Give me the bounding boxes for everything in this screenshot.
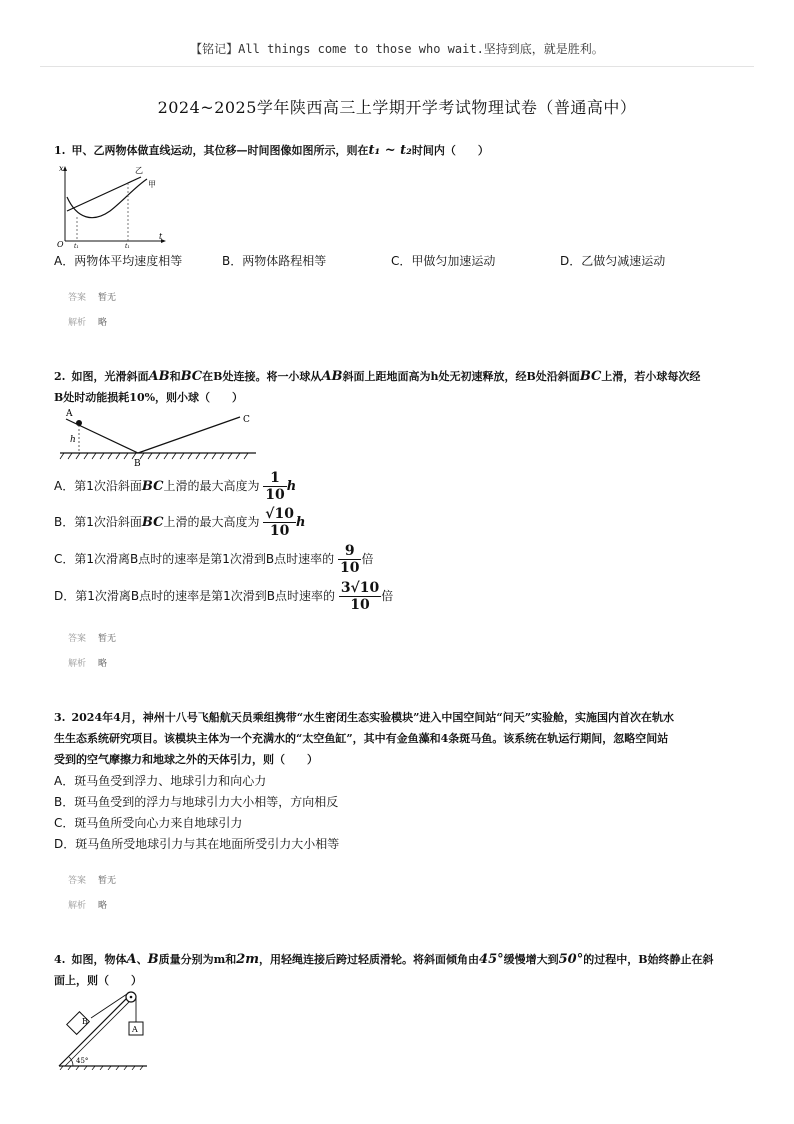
answer-value: 暂无 [98, 293, 117, 303]
question-text: 质量分别为m和 [158, 953, 237, 966]
numerator: 3√10 [340, 580, 380, 596]
tick-label-t1: t₁ [74, 243, 79, 248]
question-text: B处时动能损耗10%，则小球（ ） [54, 391, 244, 404]
math-inline: BC [141, 479, 164, 494]
question-4-figure [55, 988, 155, 1070]
question-text: 的过程中，B始终静止在斜 [583, 953, 714, 966]
analysis-value: 略 [98, 318, 108, 328]
question-text: ，用轻绳连接后跨过轻质滑轮。将斜面倾角由 [259, 953, 480, 966]
question-number: 4. [54, 953, 66, 966]
option-text: 上滑的最大高度为 [163, 479, 260, 493]
denominator: 10 [269, 523, 290, 539]
question-number: 1. [54, 144, 66, 157]
math-inline: A [126, 952, 137, 967]
answer-label: 答案 [68, 634, 87, 644]
math-inline: AB [321, 369, 343, 384]
question-2-figure [58, 407, 258, 469]
analysis-label: 解析 [68, 901, 87, 911]
question-text: 甲、乙两物体做直线运动，其位移—时间图像如图所示，则在 [71, 144, 369, 157]
question-3-option-b[interactable]: B．斑马鱼受到的浮力与地球引力大小相等，方向相反 [54, 795, 339, 809]
numerator: 9 [338, 543, 361, 560]
question-number: 3. [54, 711, 66, 724]
origin-label: O [57, 240, 64, 248]
curve-label-jia: 甲 [148, 180, 156, 189]
axis-label-t: t [159, 232, 163, 241]
question-text: 在B处连接。将一小球从 [202, 370, 322, 383]
angle-label: 45° [76, 1057, 89, 1065]
answer-row [68, 631, 116, 644]
question-number: 2. [54, 370, 66, 383]
analysis-row [68, 656, 107, 669]
question-2-option-b[interactable] [54, 506, 305, 539]
analysis-row [68, 898, 107, 911]
math-inline: h [295, 515, 306, 530]
denominator: 10 [265, 487, 285, 503]
answer-value: 暂无 [98, 876, 117, 886]
point-label-b: B [134, 459, 141, 469]
question-3-option-d[interactable]: D．斑马鱼所受地球引力与其在地面所受引力大小相等 [54, 837, 340, 851]
answer-row [68, 873, 116, 886]
fraction [338, 543, 361, 576]
question-1-stem [54, 140, 744, 161]
question-text: 如图，物体 [71, 953, 127, 966]
option-d[interactable]: D．乙做匀减速运动 [560, 254, 666, 268]
option-text: B．第1次沿斜面 [54, 515, 142, 529]
answer-row [68, 290, 116, 303]
question-1-figure [55, 163, 170, 248]
block-label-b: B [82, 1017, 88, 1026]
option-text: C．第1次滑离B点时的速率是第1次滑到B点时速率的 [54, 552, 335, 566]
math-inline: AB [148, 369, 170, 384]
question-text: 受到的空气摩擦力和地球之外的天体引力，则（ ） [54, 753, 318, 766]
question-2-option-c[interactable] [54, 543, 373, 576]
option-text: 倍 [381, 589, 394, 603]
header-divider [40, 66, 754, 67]
analysis-row [68, 315, 107, 328]
question-3-stem [54, 707, 744, 770]
analysis-label: 解析 [68, 659, 87, 669]
option-text: 上滑的最大高度为 [163, 515, 260, 529]
math-inline: BC [141, 515, 164, 530]
question-2-option-d[interactable] [54, 580, 393, 613]
answer-label: 答案 [68, 293, 87, 303]
question-text: 缓慢增大到 [503, 953, 559, 966]
option-c[interactable]: C．甲做匀加速运动 [391, 254, 496, 268]
math-inline: 50° [558, 952, 584, 967]
question-text: 2024年4月，神州十八号飞船航天员乘组携带“水生密闭生态实验模块”进入中国空间站“问天”实验舱，实施国内首次在轨水 [71, 711, 675, 724]
analysis-label: 解析 [68, 318, 87, 328]
math-inline: B [147, 952, 159, 967]
point-label-a: A [66, 409, 73, 419]
question-text: 时间内（ ） [411, 144, 489, 157]
question-text: 如图，光滑斜面 [71, 370, 149, 383]
numerator: √10 [265, 506, 294, 522]
point-label-c: C [243, 415, 250, 425]
denominator: 10 [339, 560, 360, 576]
header-motto: 【铭记】All things come to those who wait.坚持到底，就是胜利。 [190, 42, 604, 56]
option-a[interactable]: A．两物体平均速度相等 [54, 254, 183, 268]
question-text: 面上，则（ ） [54, 974, 142, 987]
math-inline: BC [180, 369, 203, 384]
answer-label: 答案 [68, 876, 87, 886]
numerator: 1 [263, 470, 286, 487]
question-text: 、 [136, 953, 148, 966]
option-text: A．第1次沿斜面 [54, 479, 142, 493]
block-label-a: A [132, 1025, 138, 1034]
math-inline: 45° [479, 952, 504, 967]
fraction [339, 580, 381, 613]
tick-label-t2: t₁ [125, 243, 130, 248]
line-label-yi: 乙 [135, 166, 143, 175]
question-4-stem [54, 949, 744, 991]
option-text: D．第1次滑离B点时的速率是第1次滑到B点时速率的 [54, 589, 335, 603]
height-label-h: h [70, 435, 76, 445]
question-3-option-a[interactable]: A．斑马鱼受到浮力、地球引力和向心力 [54, 774, 267, 788]
question-text: 斜面上距地面高为h处无初速释放，经B处沿斜面 [342, 370, 580, 383]
question-text: 上滑，若小球每次经 [601, 370, 701, 383]
question-text: 和 [169, 370, 181, 383]
fraction [263, 506, 296, 539]
math-inline: BC [579, 369, 602, 384]
question-2-stem [54, 366, 744, 408]
analysis-value: 略 [98, 901, 108, 911]
math-inline: h [286, 479, 297, 494]
denominator: 10 [350, 597, 370, 613]
math-inline: t₁ ~ t₂ [368, 143, 412, 158]
question-2-option-a[interactable] [54, 470, 296, 503]
option-b[interactable]: B．两物体路程相等 [222, 254, 327, 268]
question-3-option-c[interactable]: C．斑马鱼所受向心力来自地球引力 [54, 816, 243, 830]
fraction [263, 470, 286, 503]
math-inline: 2m [236, 952, 260, 967]
analysis-value: 略 [98, 659, 108, 669]
document-title: 2024~2025学年陕西高三上学期开学考试物理试卷（普通高中） [157, 98, 637, 117]
question-text: 生生态系统研究项目。该模块主体为一个充满水的“太空鱼缸”，其中有金鱼藻和4条斑马鱼。该系统在轨运行期间，忽略空间站 [54, 732, 669, 745]
axis-label-x: x [59, 164, 64, 173]
option-text: 倍 [361, 552, 374, 566]
answer-value: 暂无 [98, 634, 117, 644]
